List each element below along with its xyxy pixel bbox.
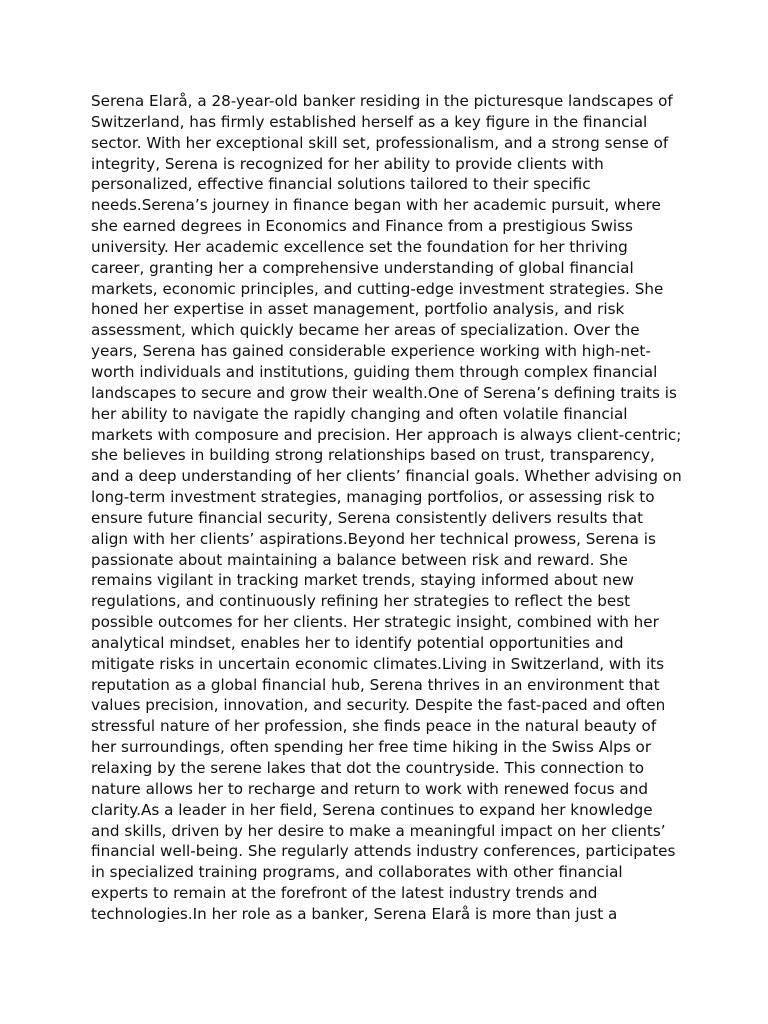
text-line: experts to remain at the forefront of the latest industry trends and [91,884,598,903]
body-paragraph [91,91,691,925]
text-line: align with her clients’ aspirations.Beyond her technical prowess, Serena is [91,529,656,548]
text-line: long-term investment strategies, managing portfolios, or assessing risk to [91,488,655,507]
text-line: sector. With her exceptional skill set, professionalism, and a strong sense of [91,133,669,152]
text-line: integrity, Serena is recognized for her ability to provide clients with [91,154,604,173]
text-line: needs.Serena’s journey in finance began with her academic pursuit, where [91,196,661,215]
text-line: she earned degrees in Economics and Finance from a prestigious Swiss [91,217,633,236]
text-line: mitigate risks in uncertain economic climates.Living in Switzerland, with its [91,654,665,673]
text-line: reputation as a global financial hub, Serena thrives in an environment that [91,675,660,694]
text-line: values precision, innovation, and security. Despite the fast-paced and often [91,696,666,715]
text-line: assessment, which quickly became her areas of specialization. Over the [91,321,640,340]
text-line: university. Her academic excellence set the foundation for her thriving [91,237,628,256]
text-line: technologies.In her role as a banker, Serena Elarå is more than just a [91,904,618,923]
text-line: personalized, effective financial solutions tailored to their specific [91,175,591,194]
text-line: and a deep understanding of her clients’ financial goals. Whether advising on [91,467,682,486]
text-line: career, granting her a comprehensive understanding of global financial [91,258,634,277]
text-line: possible outcomes for her clients. Her strategic insight, combined with her [91,613,659,632]
text-line: in specialized training programs, and collaborates with other financial [91,863,623,882]
text-line: passionate about maintaining a balance between risk and reward. She [91,550,628,569]
text-line: years, Serena has gained considerable experience working with high-net- [91,342,651,361]
text-line: stressful nature of her profession, she finds peace in the natural beauty of [91,717,657,736]
text-line: worth individuals and institutions, guiding them through complex financial [91,362,658,381]
text-line: analytical mindset, enables her to identify potential opportunities and [91,633,624,652]
text-line: she believes in building strong relationships based on trust, transparency, [91,446,655,465]
text-line: markets, economic principles, and cutting-edge investment strategies. She [91,279,664,298]
text-line: ensure future financial security, Serena consistently delivers results that [91,508,644,527]
text-line: landscapes to secure and grow their wealth.One of Serena’s defining traits is [91,383,677,402]
text-line: Serena Elarå, a 28-year-old banker residing in the picturesque landscapes of [91,92,673,110]
text-line: regulations, and continuously refining her strategies to reflect the best [91,592,631,611]
text-line: relaxing by the serene lakes that dot the countryside. This connection to [91,759,645,777]
text-line: Switzerland, has firmly established herself as a key figure in the financial [91,112,648,131]
document-page [91,91,691,991]
text-line: nature allows her to recharge and return to work with renewed focus and [91,779,648,798]
text-line: honed her expertise in asset management, portfolio analysis, and risk [91,300,625,319]
text-line: financial well-being. She regularly attends industry conferences, participates [91,842,676,861]
text-line: and skills, driven by her desire to make a meaningful impact on her clients’ [91,821,666,840]
text-line: remains vigilant in tracking market trends, staying informed about new [91,571,634,590]
text-line: markets with composure and precision. Her approach is always client-centric; [91,425,682,444]
text-line: her ability to navigate the rapidly changing and often volatile financial [91,404,628,423]
text-line: clarity.As a leader in her field, Serena continues to expand her knowledge [91,800,653,819]
text-line: her surroundings, often spending her free time hiking in the Swiss Alps or [91,738,652,757]
